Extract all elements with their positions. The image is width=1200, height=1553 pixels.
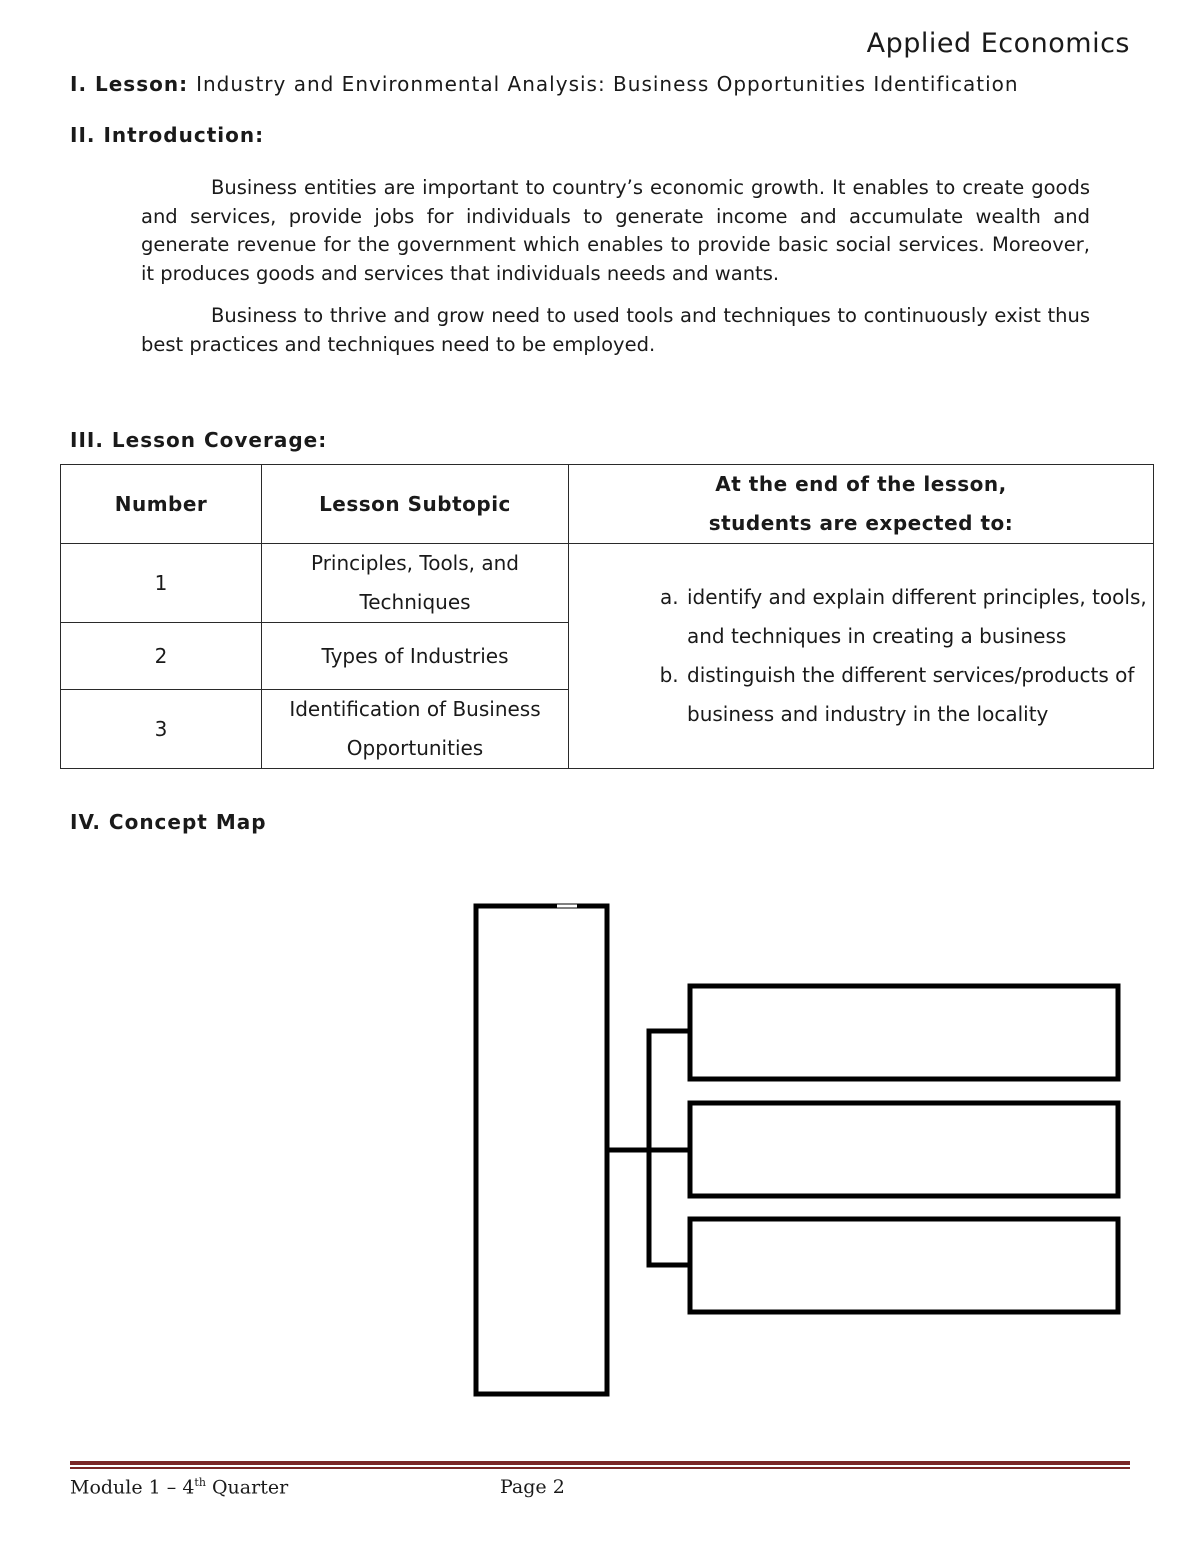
footer-rule (70, 1467, 1130, 1469)
footer-module (70, 1476, 288, 1498)
footer-module-text: Module 1 – 4 (70, 1476, 195, 1499)
row-subtopic: Principles, Tools, and Techniques (262, 544, 569, 623)
header-outcomes-line2: students are expected to: (708, 511, 1014, 535)
footer-module-sup: th (194, 1476, 206, 1489)
outcome-item: a. identify and explain different principles, tools, and techniques in creating a business (685, 578, 1147, 656)
lesson-coverage-heading: III. Lesson Coverage: (70, 428, 328, 452)
concept-map-main-box (476, 906, 607, 1394)
header-number: Number (61, 465, 262, 544)
lesson-label: I. Lesson: (70, 72, 189, 96)
footer-quarter: Quarter (205, 1476, 289, 1499)
introduction-paragraph: Business entities are important to country’s economic growth. It enables to create goods and services, provide jobs for individuals to generate income and accumulate wealth and generate revenue for the government which enables to provide basic social services. Moreover, it produces goods and services that individuals needs and wants. (141, 176, 1090, 285)
concept-map-branch-box (690, 986, 1118, 1079)
introduction-paragraph: Business to thrive and grow need to used tools and techniques to continuously exist thus best practices and techniques need to be employed. (141, 304, 1090, 356)
footer-rule (70, 1461, 1130, 1465)
row-number: 3 (61, 690, 262, 769)
concept-map-branch-box (690, 1103, 1118, 1196)
concept-map-heading: IV. Concept Map (70, 810, 267, 834)
concept-map-branch-box (690, 1219, 1118, 1312)
introduction-heading: II. Introduction: (70, 123, 265, 147)
row-number: 1 (61, 544, 262, 623)
lesson-title: Industry and Environmental Analysis: Business Opportunities Identification (196, 72, 1019, 96)
row-subtopic: Types of Industries (262, 623, 569, 690)
header-subtopic: Lesson Subtopic (262, 465, 569, 544)
row-number: 2 (61, 623, 262, 690)
footer-page-number: Page 2 (500, 1476, 565, 1498)
outcome-item: b. distinguish the different services/products of business and industry in the locality (685, 656, 1147, 734)
row-subtopic: Identification of Business Opportunities (262, 690, 569, 769)
header-outcomes-line1: At the end of the lesson, (715, 472, 1007, 496)
document-subject: Applied Economics (866, 28, 1130, 59)
